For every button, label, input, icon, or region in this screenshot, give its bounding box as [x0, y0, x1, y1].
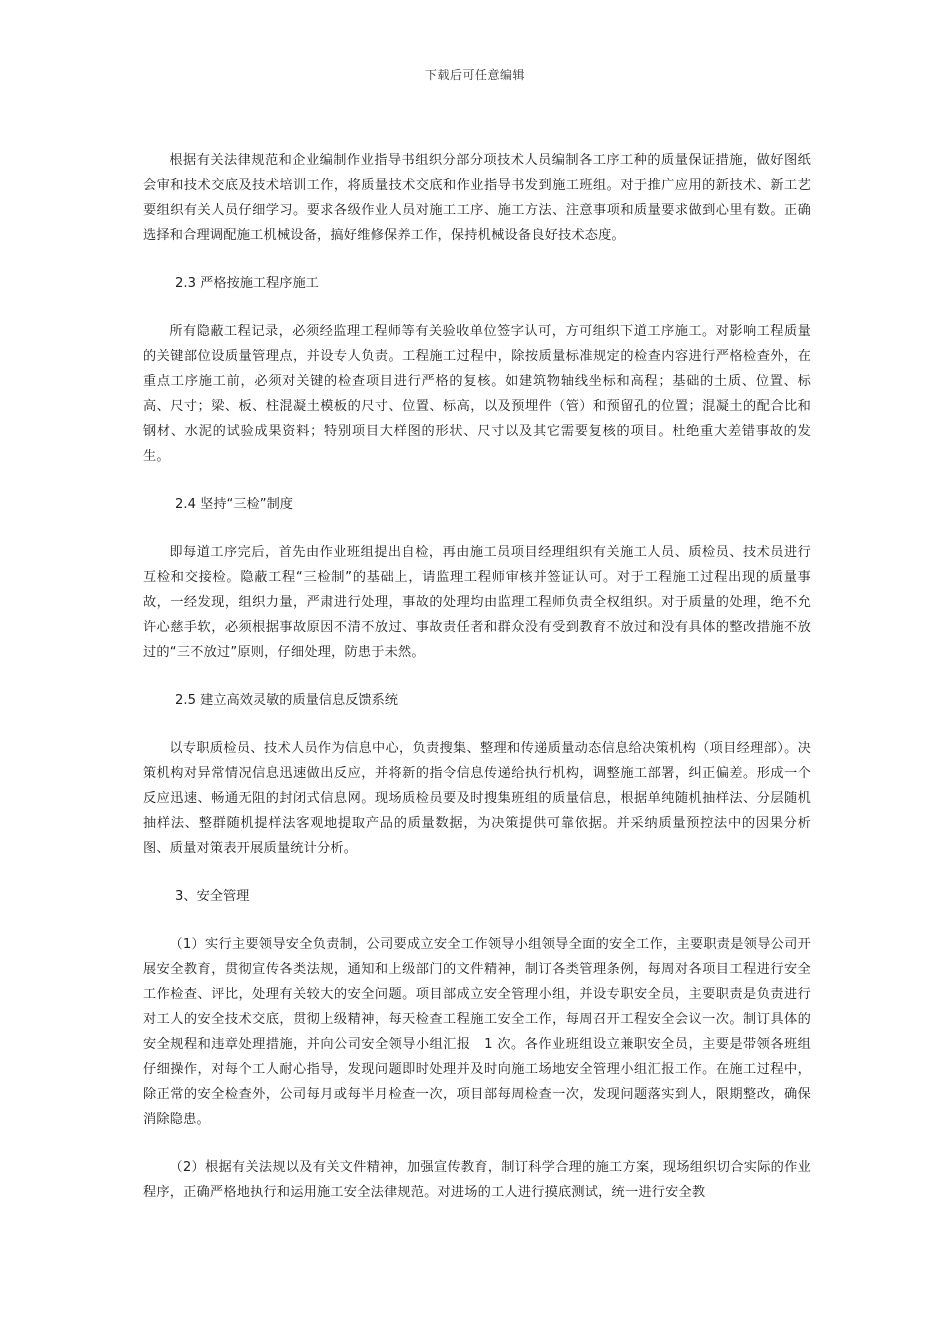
paragraph-hidden-works: 所有隐蔽工程记录，必须经监理工程师等有关验收单位签字认可，方可组织下道工序施工。对影响工程质量的关键部位设质量管理点，并设专人负责。工程施工过程中，除按质量标准规定的检查内容进行严格检查外，在重点工序施工前，必须对关键的检查项目进行严格的复核。如建筑物轴线坐标和高程；基础的土质、位置、标高、尺寸；梁、板、柱混凝土模板的尺寸、位置、标高，以及预埋件（管）和预留孔的位置；混凝土的配合比和钢材、水泥的试验成果资料；特别项目大样图的形状、尺寸以及其它需要复核的项目。杜绝重大差错事故的发生。 [143, 324, 811, 464]
section-heading-2-3: 2.3 严格按施工程序施工 [175, 276, 319, 291]
paragraph-quality-feedback: 以专职质检员、技术人员作为信息中心，负责搜集、整理和传递质量动态信息给决策机构（项目经理部）。决策机构对异常情况信息迅速做出反应，并将新的指令信息传递给执行机构，调整施工部署，纠正偏差。形成一个反应迅速、畅通无阻的封闭式信息网。现场质检员要及时搜集班组的质量信息，根据单纯随机抽样法、分层随机抽样法、整群随机提样法客观地提取产品的质量数据，为决策提供可靠依据。并采纳质量预控法中的因果分析图、质量对策表开展质量统计分析。 [143, 741, 811, 856]
paragraph-safety-1: （1）实行主要领导安全负责制，公司要成立安全工作领导小组领导全面的安全工作，主要职责是领导公司开展安全教育，贯彻宣传各类法规，通知和上级部门的文件精神，制订各类管理条例，每周对各项目工程进行安全工作检查、评比，处理有关较大的安全问题。项目部成立安全管理小组，并设专职安全员，主要职责是负责进行对工人的安全技术交底，贯彻上级精神，每天检查工程施工安全工作，每周召开工程安全会议一次。制订具体的安全规程和违章处理措施，并向公司安全领导小组汇报 1 次。各作业班组设立兼职安全员，主要是带领各班组仔细操作，对每个工人耐心指导，发现问题即时处理并及时向施工场地安全管理小组汇报工作。在施工过程中，除正常的安全检查外，公司每月或每半月检查一次，项目部每周检查一次，发现问题落实到人，限期整改，确保消除隐患。 [143, 937, 811, 1127]
paragraph-three-checks: 即每道工序完后，首先由作业班组提出自检，再由施工员项目经理组织有关施工人员、质检员、技术员进行互检和交接检。隐蔽工程“三检制”的基础上，请监理工程师审核并签证认可。对于工程施工过程出现的质量事故，一经发现，组织力量，严肃进行处理，事故的处理均由监理工程师负责全权组织。对于质量的处理，绝不允许心慈手软，必须根据事故原因不清不放过、事故责任者和群众没有受到教育不放过和没有具体的整改措施不放过的“三不放过”原则，仔细处理，防患于未然。 [143, 545, 811, 660]
paragraph-technical-preparation: 根据有关法律规范和企业编制作业指导书组织分部分项技术人员编制各工序工种的质量保证措施，做好图纸会审和技术交底及技术培训工作，将质量技术交底和作业指导书发到施工班组。对于推广应用的新技术、新工艺要组织有关人员仔细学习。要求各级作业人员对施工工序、施工方法、注意事项和质量要求做到心里有数。正确选择和合理调配施工机械设备，搞好维修保养工作，保持机械设备良好技术态度。 [143, 153, 811, 243]
paragraph-safety-2: （2）根据有关法规以及有关文件精神，加强宣传教育，制订科学合理的施工方案，现场组织切合实际的作业程序，正确严格地执行和运用施工安全法律规范。对进场的工人进行摸底测试，统一进行安全教 [143, 1160, 811, 1200]
section-heading-2-4: 2.4 坚持“三检”制度 [175, 497, 293, 512]
document-body [143, 148, 811, 1205]
section-heading-3: 3、安全管理 [175, 889, 250, 904]
section-heading-2-5: 2.5 建立高效灵敏的质量信息反馈系统 [175, 693, 398, 708]
page-header: 下载后可任意编辑 [424, 68, 525, 82]
